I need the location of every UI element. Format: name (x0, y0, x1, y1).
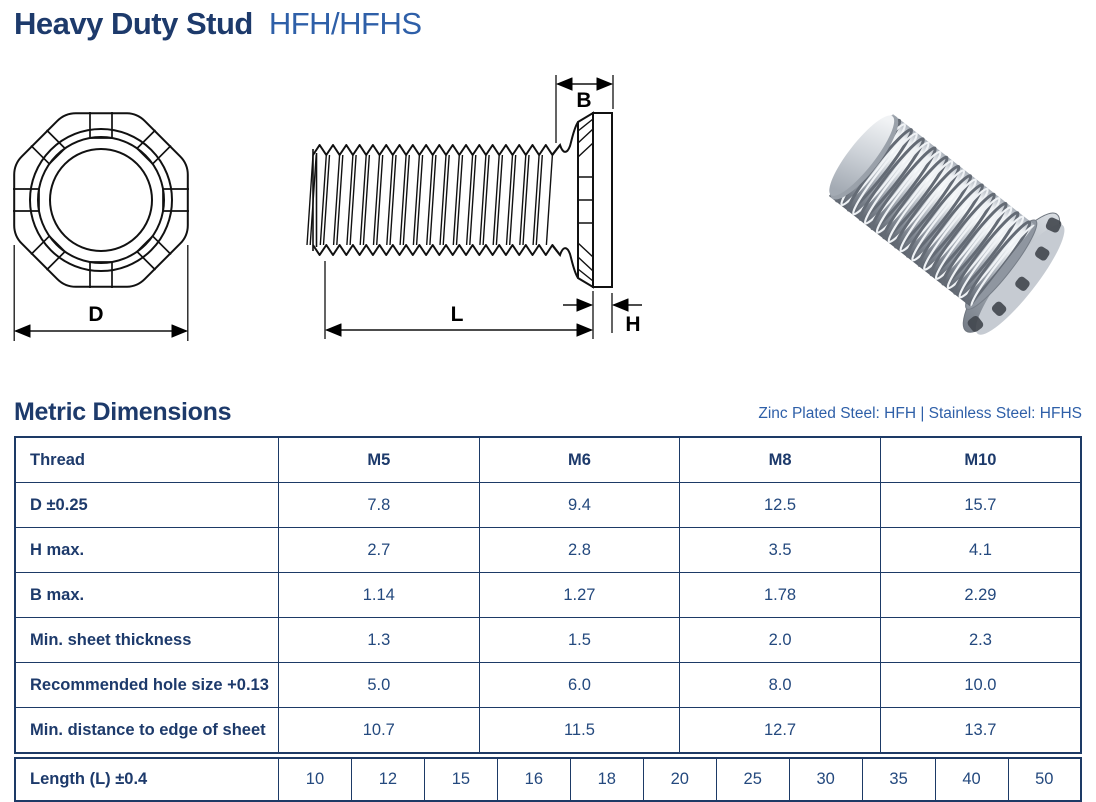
thread-top-profile (313, 145, 560, 155)
cell-value: 1.14 (279, 573, 480, 618)
length-value: 12 (351, 758, 424, 802)
cell-value: 11.5 (479, 708, 680, 754)
thread-flank-lines (307, 155, 552, 245)
cell-value: 12.5 (680, 483, 881, 528)
length-value: 50 (1008, 758, 1081, 802)
cell-value: 12.7 (680, 708, 881, 754)
stud-photo-group (806, 89, 1078, 347)
thread-bottom-profile (313, 245, 560, 255)
side-view-drawing (295, 65, 660, 365)
section-row (14, 391, 1082, 425)
row-label: D ±0.25 (15, 483, 279, 528)
row-label: Recommended hole size +0.13 (15, 663, 279, 708)
cell-value: 3.5 (680, 528, 881, 573)
cell-value: 10.7 (279, 708, 480, 754)
material-note: Zinc Plated Steel: HFH | Stainless Steel: HFHS (758, 405, 1082, 422)
table-row (15, 528, 1081, 573)
page-title: Heavy Duty Stud (14, 6, 253, 41)
table-row (15, 573, 1081, 618)
page-subtitle: HFH/HFHS (268, 6, 422, 41)
col-header-m6: M6 (479, 437, 680, 483)
col-header-m10: M10 (880, 437, 1081, 483)
section-title: Metric Dimensions (14, 398, 232, 426)
length-label: Length (L) ±0.4 (15, 758, 279, 802)
table-row (15, 708, 1081, 754)
flange-octagon-outline (14, 113, 188, 287)
dim-label-d: D (88, 303, 104, 326)
col-header-thread: Thread (15, 437, 279, 483)
length-value: 40 (935, 758, 1008, 802)
length-value: 16 (497, 758, 570, 802)
col-header-m8: M8 (680, 437, 881, 483)
cell-value: 1.27 (479, 573, 680, 618)
length-value: 18 (570, 758, 643, 802)
product-photo (795, 66, 1095, 361)
table-row (15, 483, 1081, 528)
row-label: Min. sheet thickness (15, 618, 279, 663)
cell-value: 2.8 (479, 528, 680, 573)
cell-value: 2.29 (880, 573, 1081, 618)
cell-value: 7.8 (279, 483, 480, 528)
length-value: 10 (279, 758, 352, 802)
dim-label-b: B (576, 89, 592, 112)
dim-label-h: H (625, 313, 641, 336)
cell-value: 2.0 (680, 618, 881, 663)
cell-value: 4.1 (880, 528, 1081, 573)
row-label: H max. (15, 528, 279, 573)
table-row (15, 618, 1081, 663)
cell-value: 1.5 (479, 618, 680, 663)
dim-label-l: L (450, 303, 464, 326)
neck-bottom (552, 245, 578, 278)
front-view-drawing (8, 95, 203, 355)
shank-end-face (313, 149, 317, 251)
cell-value: 5.0 (279, 663, 480, 708)
length-value: 30 (789, 758, 862, 802)
head-rim (593, 113, 612, 287)
cell-value: 2.3 (880, 618, 1081, 663)
col-header-m5: M5 (279, 437, 480, 483)
table-row (15, 663, 1081, 708)
length-table (14, 757, 1082, 802)
length-row (15, 758, 1081, 802)
cell-value: 13.7 (880, 708, 1081, 754)
row-label: Min. distance to edge of sheet (15, 708, 279, 754)
length-value: 35 (862, 758, 935, 802)
cell-value: 6.0 (479, 663, 680, 708)
cell-value: 9.4 (479, 483, 680, 528)
metric-dimensions-table (14, 436, 1082, 754)
cell-value: 2.7 (279, 528, 480, 573)
cell-value: 15.7 (880, 483, 1081, 528)
length-value: 20 (643, 758, 716, 802)
table-header-row (15, 437, 1081, 483)
length-value: 25 (716, 758, 789, 802)
length-value: 15 (424, 758, 497, 802)
cell-value: 10.0 (880, 663, 1081, 708)
cell-value: 8.0 (680, 663, 881, 708)
row-label: B max. (15, 573, 279, 618)
cell-value: 1.78 (680, 573, 881, 618)
cell-value: 1.3 (279, 618, 480, 663)
